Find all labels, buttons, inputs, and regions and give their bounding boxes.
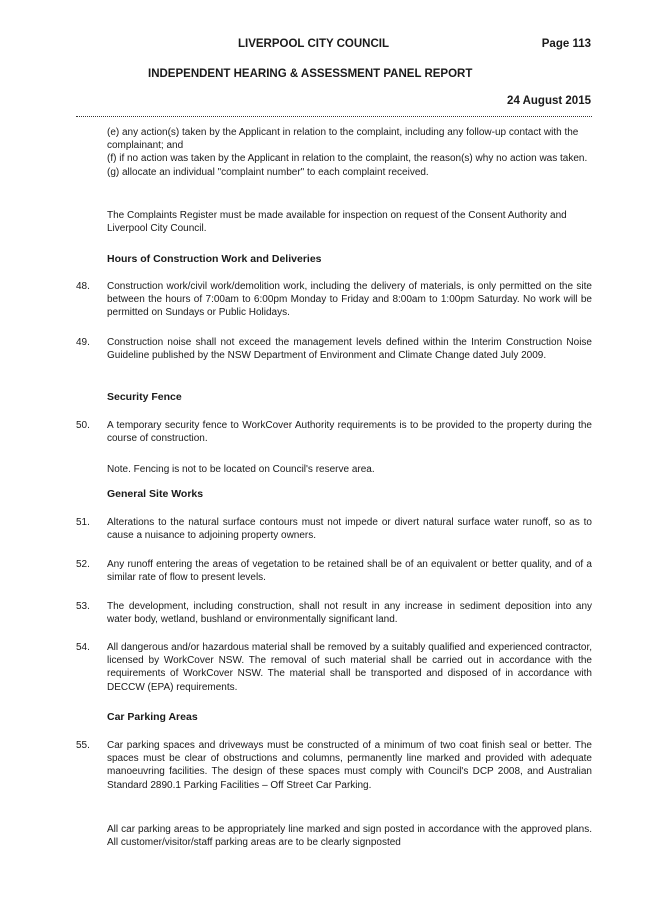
complaints-register-paragraph: The Complaints Register must be made available for inspection on request of the Consent Authority and Liverpool City Council. (107, 210, 567, 235)
condition-text: All dangerous and/or hazardous material shall be removed by a suitably qualified and experienced contractor, licensed by WorkCover NSW. The removal of such material shall be carried out in accordance with the requirements of WorkCover NSW. The material shall be transported and disposed of in accordance with DECCW (EPA) requirements. (107, 642, 592, 693)
section-heading-security: Security Fence (107, 391, 182, 403)
condition-number: 55. (76, 740, 90, 751)
header-divider (76, 116, 592, 117)
condition-number: 49. (76, 337, 90, 348)
page-number: Page 113 (541, 38, 591, 50)
condition-number: 53. (76, 601, 90, 612)
condition-text: Alterations to the natural surface contours must not impede or divert natural surface water runoff, so as to cause a nuisance to adjoining property owners. (107, 517, 592, 542)
intro-items (107, 126, 592, 179)
intro-item-g: (g) allocate an individual "complaint number" to each complaint received. (107, 166, 429, 178)
section-heading-site-works: General Site Works (107, 488, 204, 500)
condition-number: 51. (76, 517, 90, 528)
intro-item-e: (e) any action(s) taken by the Applicant in relation to the complaint, including any follow-up contact with the complainant; and (107, 127, 579, 152)
report-date: 24 August 2015 (507, 95, 591, 107)
condition-text: The development, including construction, shall not result in any increase in sediment deposition into any water body, wetland, bushland or environmentally significant land. (107, 601, 592, 626)
condition-number: 54. (76, 642, 90, 653)
condition-text: A temporary security fence to WorkCover Authority requirements is to be provided to the property during the course of construction. (107, 420, 592, 445)
condition-text: Construction work/civil work/demolition work, including the delivery of materials, is only permitted on the site between the hours of 7:00am to 6:00pm Monday to Friday and 8:00am to 1:00pm Saturday. No work will be permitted on Sundays or Public Holidays. (107, 281, 592, 319)
condition-text: Any runoff entering the areas of vegetation to be retained shall be of an equivalent or better quality, and of a similar rate of flow to present levels. (107, 559, 592, 584)
car-parking-paragraph: All car parking areas to be appropriately line marked and sign posted in accordance with the approved plans. All customer/visitor/staff parking areas are to be clearly signposted (107, 824, 592, 849)
report-title: INDEPENDENT HEARING & ASSESSMENT PANEL REPORT (148, 68, 473, 80)
fencing-note: Note. Fencing is not to be located on Council's reserve area. (107, 464, 375, 475)
section-heading-car-parking: Car Parking Areas (107, 711, 198, 723)
condition-text: Construction noise shall not exceed the management levels defined within the Interim Construction Noise Guideline published by the NSW Department of Environment and Climate Change dated July 2009. (107, 337, 592, 362)
condition-number: 48. (76, 281, 90, 292)
condition-number: 50. (76, 420, 90, 431)
intro-item-f: (f) if no action was taken by the Applicant in relation to the complaint, the reason(s) why no action was taken. (107, 153, 588, 165)
section-heading-hours: Hours of Construction Work and Deliveries (107, 253, 322, 265)
council-name: LIVERPOOL CITY COUNCIL (238, 38, 390, 50)
condition-number: 52. (76, 559, 90, 570)
condition-text: Car parking spaces and driveways must be constructed of a minimum of two coat finish seal or better. The spaces must be clear of obstructions and columns, permanently line marked and provided with adequate manoeuvring facilities. The design of these spaces must comply with Council's DCP 2008, and Australian Standard 2890.1 Parking Facilities – Off Street Car Parking. (107, 740, 592, 791)
